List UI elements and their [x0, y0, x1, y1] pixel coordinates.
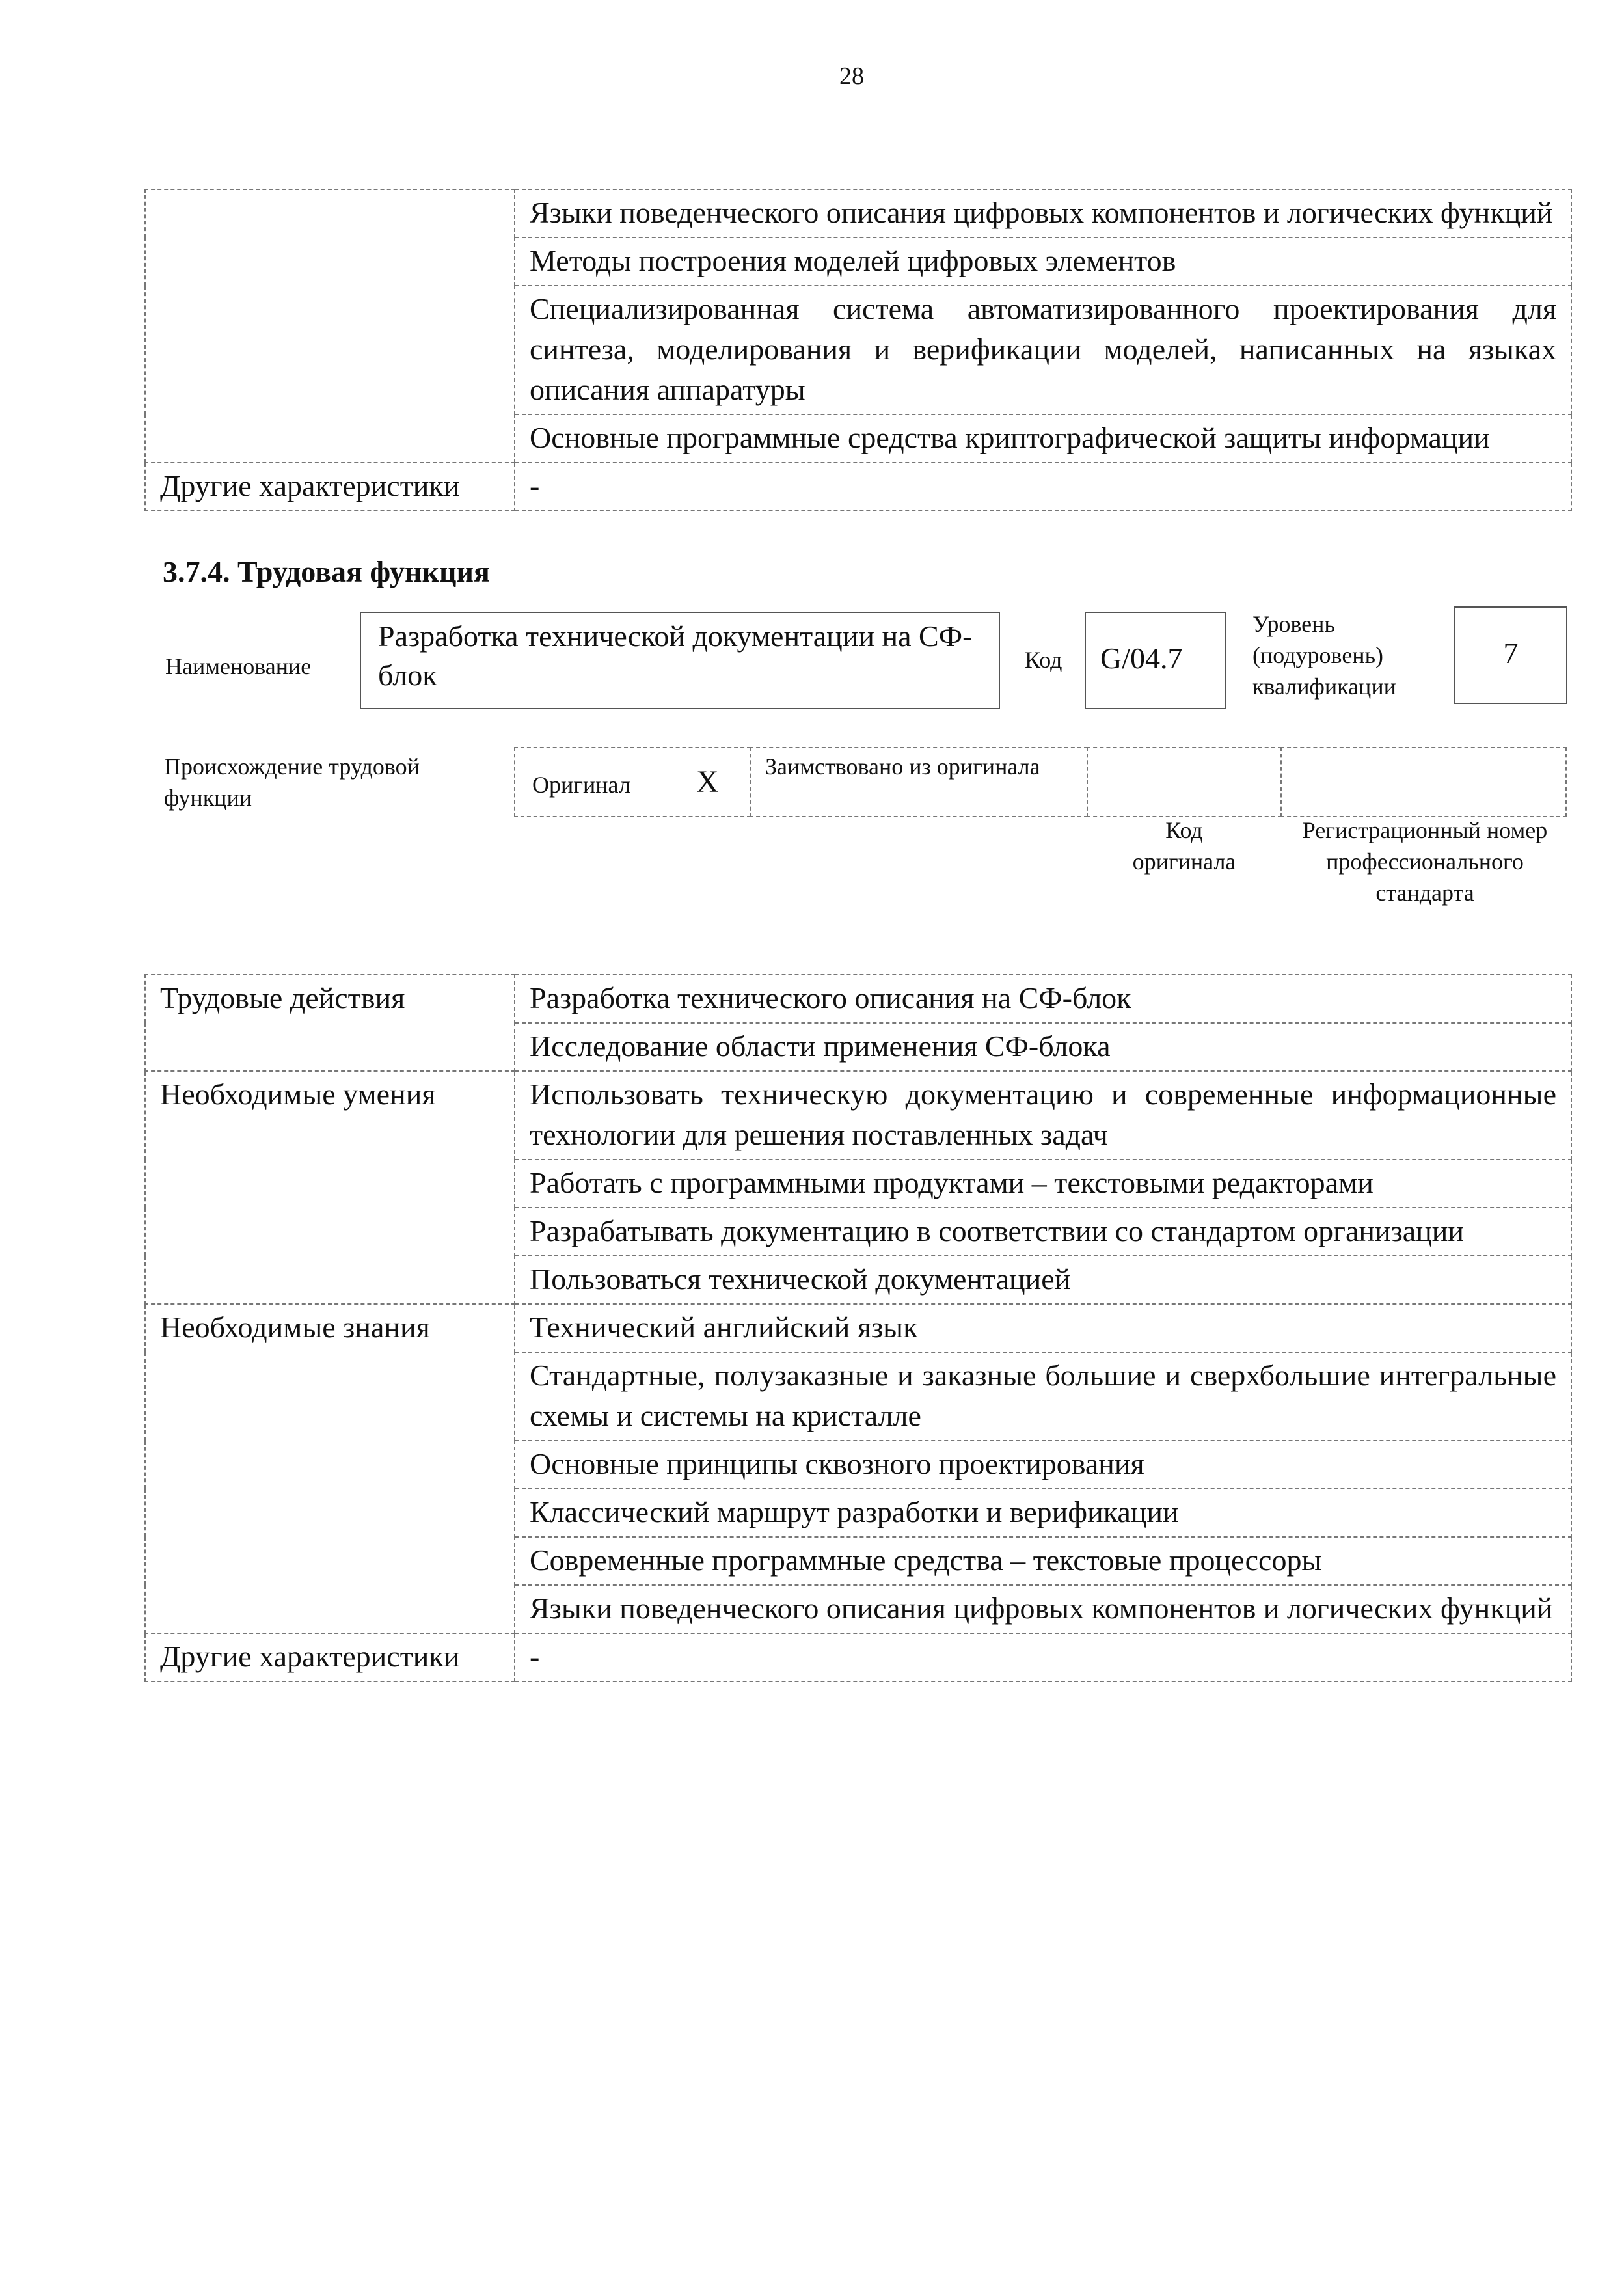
origin-reg-caption: Регистрационный номер профессионального стандарта — [1302, 817, 1548, 906]
knowledge-item: Стандартные, полузаказные и заказные большие и сверхбольшие интегральные схемы и системы на кристалле — [515, 1352, 1571, 1441]
origin-code-caption: Код оригинала — [1132, 817, 1236, 875]
origin-borrowed-cell — [750, 747, 1088, 817]
knowledge-item: Языки поведенческого описания цифровых компонентов и логических функций — [515, 189, 1571, 238]
level-label: Уровень (подуровень) квалификации — [1252, 611, 1396, 700]
knowledge-item: Языки поведенческого описания цифровых компонентов и логических функций — [515, 1585, 1571, 1633]
knowledge-item: Методы построения моделей цифровых элементов — [515, 238, 1571, 286]
origin-borrowed-label: Заимствовано из оригинала — [765, 754, 1040, 780]
name-label: Наименование — [165, 653, 312, 679]
origin-original-label: Оригинал — [532, 772, 630, 798]
level-value: 7 — [1503, 636, 1519, 670]
empty-label-cell — [145, 189, 515, 463]
other-characteristics-value: - — [515, 1633, 1571, 1681]
knowledge-item: Современные программные средства – текстовые процессоры — [515, 1537, 1571, 1585]
skill-item: Пользоваться технической документацией — [515, 1256, 1571, 1304]
other-characteristics-label: Другие характеристики — [145, 463, 515, 511]
action-item: Разработка технического описания на СФ-блок — [515, 975, 1571, 1023]
origin-reg-cell — [1280, 747, 1567, 817]
other-characteristics-value: - — [515, 463, 1571, 511]
action-item: Исследование области применения СФ-блока — [515, 1023, 1571, 1071]
knowledge-item: Классический маршрут разработки и верификации — [515, 1489, 1571, 1537]
origin-code-cell — [1087, 747, 1282, 817]
skill-item: Работать с программными продуктами – текстовыми редакторами — [515, 1160, 1571, 1208]
top-knowledge-table — [144, 189, 1572, 511]
level-box — [1454, 606, 1567, 704]
page-number: 28 — [839, 62, 864, 90]
origin-label: Происхождение трудовой функции — [164, 754, 420, 811]
code-value: G/04.7 — [1100, 642, 1183, 675]
name-value: Разработка технической документации на СФ-блок — [378, 619, 973, 692]
knowledge-item: Основные принципы сквозного проектирования — [515, 1441, 1571, 1489]
origin-original-mark: X — [696, 765, 719, 799]
knowledge-item: Специализированная система автоматизированного проектирования для синтеза, моделирования и верификации моделей, написанных на языках описания аппаратуры — [515, 286, 1571, 414]
skills-label: Необходимые умения — [145, 1071, 515, 1304]
origin-original-cell — [514, 747, 751, 817]
skill-item: Разрабатывать документацию в соответствии со стандартом организации — [515, 1208, 1571, 1256]
knowledge-item: Технический английский язык — [515, 1304, 1571, 1352]
name-box — [360, 612, 1000, 709]
code-label: Код — [1025, 647, 1062, 673]
code-box — [1085, 612, 1226, 709]
actions-label: Трудовые действия — [145, 975, 515, 1071]
skill-item: Использовать техническую документацию и современные информационные технологии для решения поставленных задач — [515, 1071, 1571, 1160]
section-heading: 3.7.4. Трудовая функция — [163, 555, 490, 588]
main-function-table — [144, 974, 1572, 1682]
knowledge-label: Необходимые знания — [145, 1304, 515, 1633]
knowledge-item: Основные программные средства криптографической защиты информации — [515, 414, 1571, 463]
other-characteristics-label: Другие характеристики — [145, 1633, 515, 1681]
